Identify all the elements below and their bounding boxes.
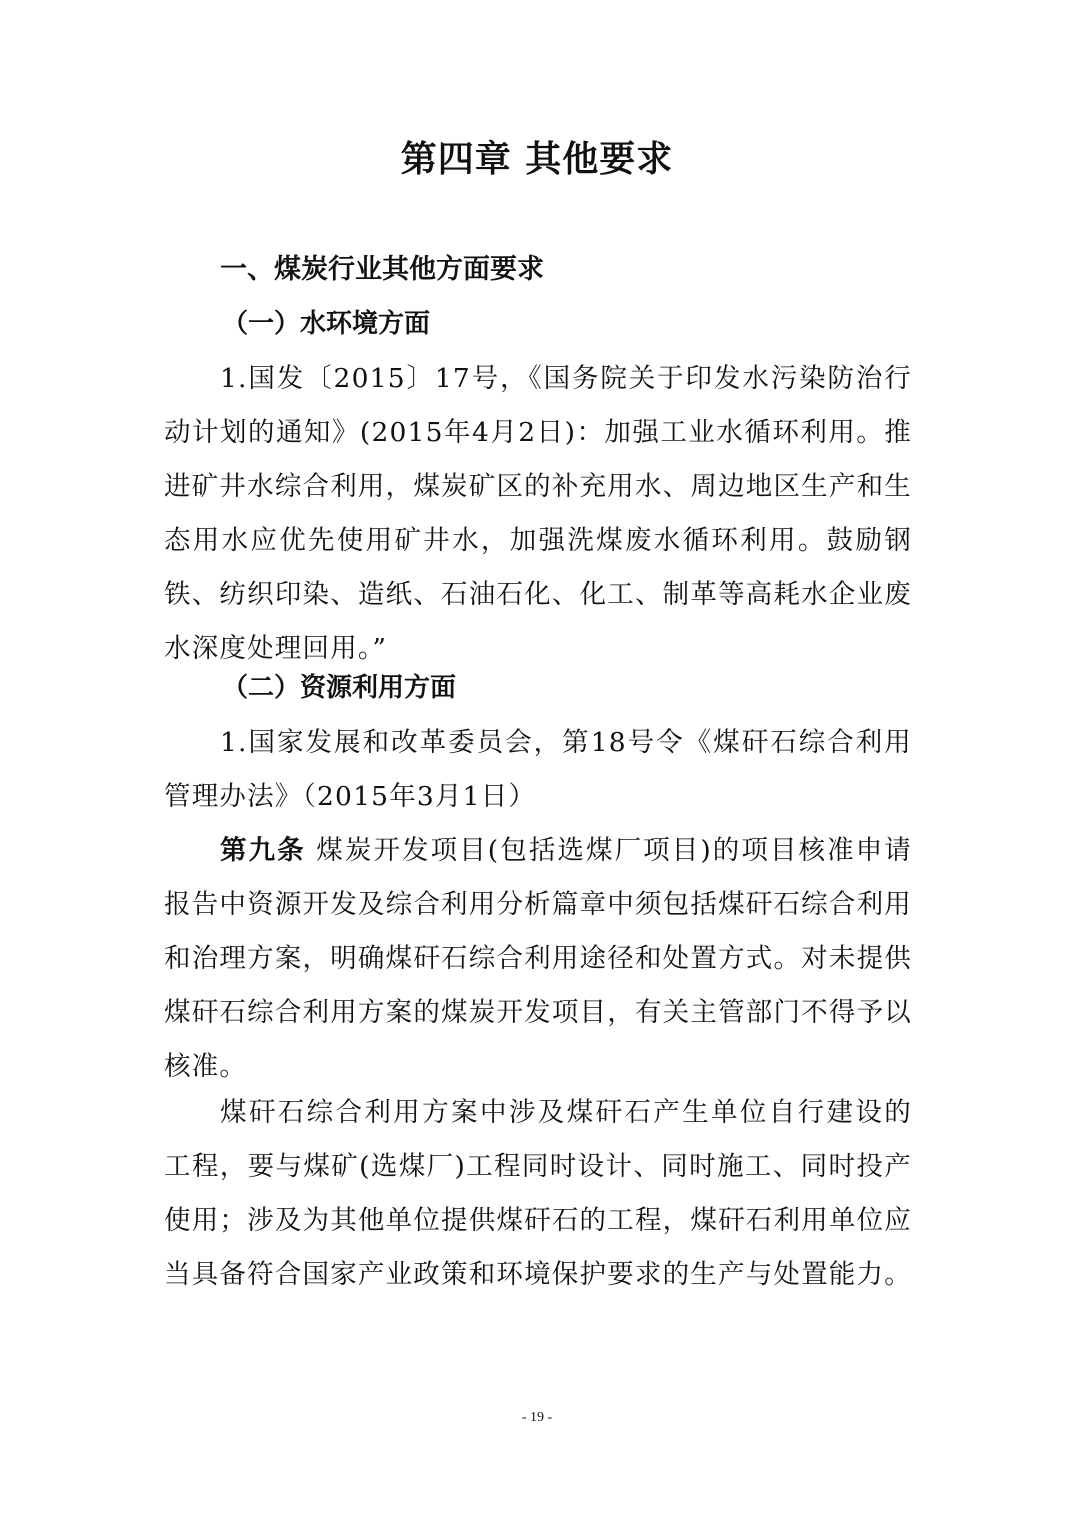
paragraph-article-9 xyxy=(164,824,912,1094)
page-number: - 19 - xyxy=(521,1410,553,1425)
section-heading: 一、煤炭行业其他方面要求 xyxy=(220,254,544,285)
article-text: 煤炭开发项目(包括选煤厂项目)的项目核准申请报告中资源开发及综合利用分析篇章中须包括煤矸石综合利用和治理方案，明确煤矸石综合利用途径和处置方式。对未提供煤矸石综合利用方案的煤炭开发项目，有关主管部门不得予以核准。 xyxy=(164,835,912,1082)
paragraph-water-action-plan: 1.国发〔2015〕17号，《国务院关于印发水污染防治行动计划的通知》(2015年4月2日)：加强工业水循环利用。推进矿井水综合利用，煤炭矿区的补充用水、周边地区生产和生态用水应优先使用矿井水，加强洗煤废水循环利用。鼓励钢铁、纺织印染、造纸、石油石化、化工、制革等高耗水企业废水深度处理回用。” xyxy=(164,363,912,664)
subsection-heading-resources: （二）资源利用方面 xyxy=(222,673,457,703)
article-label: 第九条 xyxy=(220,835,306,866)
paragraph-gangue-scheme: 煤矸石综合利用方案中涉及煤矸石产生单位自行建设的工程，要与煤矿(选煤厂)工程同时设计、同时施工、同时投产使用；涉及为其他单位提供煤矸石的工程，煤矸石利用单位应当具备符合国家产业政策和环境保护要求的生产与处置能力。 xyxy=(164,1097,912,1290)
subsection-heading-water: （一）水环境方面 xyxy=(222,309,431,339)
paragraph-coal-gangue-regulation: 1.国家发展和改革委员会，第18号令《煤矸石综合利用管理办法》（2015年3月1日） xyxy=(164,727,912,812)
chapter-title: 第四章 其他要求 xyxy=(400,139,674,180)
